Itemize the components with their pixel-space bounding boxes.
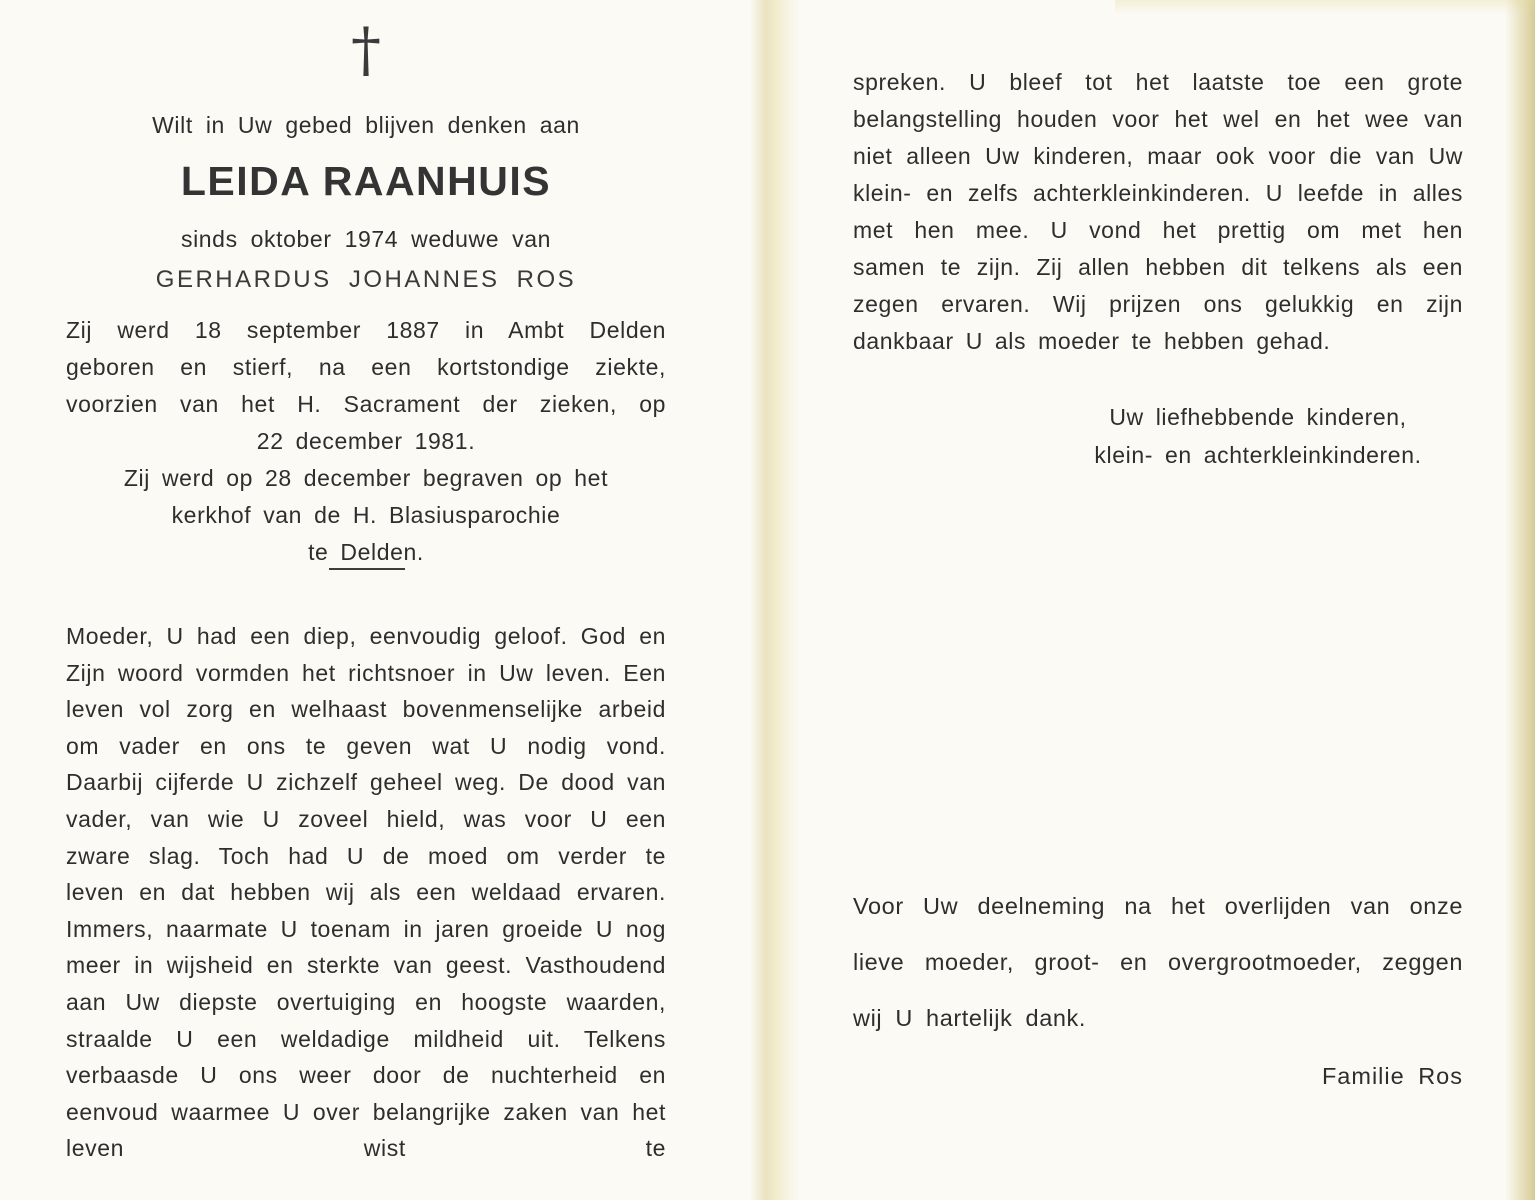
memorial-paragraph: Moeder, U had een diep, eenvoudig geloof. God en Zijn woord vormden het richtsnoer in Uw leven. Een leven vol zorg en welhaast bovenmenselijke arbeid om vader en ons te geven wat U nodig vond. Daarbij cijferde U zichzelf geheel weg. De dood van vader, van wie U zoveel hield, was voor U een zware slag. Toch had U de moed om verder te leven en dat hebben wij als een weldaad ervaren. Immers, naarmate U toenam in jaren groeide U nog meer in wijsheid en sterkte van geest. Vasthoudend aan Uw diepste overtuiging en hoogste waarden, straalde U een weldadige mildheid uit. Telkens verbaasde U ons weer door de nuchterheid en eenvoud waarmee U over belangrijke zaken van het leven wist te — [66, 623, 666, 1162]
right-page — [800, 0, 1535, 1200]
bio-centered-line-1: 22 december 1981. — [256, 428, 476, 454]
right-page-content — [853, 0, 1463, 1200]
signature-line-1: Uw liefhebbende kinderen, — [1109, 404, 1407, 430]
intro-line: Wilt in Uw gebed blijven denken aan — [152, 112, 580, 138]
cross-icon: † — [351, 15, 381, 85]
left-page-content — [66, 0, 666, 1200]
husband-name: GERHARDUS JOHANNES ROS — [155, 266, 577, 293]
bio-justified-text: Zij werd 18 september 1887 in Ambt Delden geboren en stierf, na een kortstondige ziekte, voorzien van het H. Sacrament der zieken, op — [66, 317, 666, 417]
deceased-name: LEIDA RAANHUIS — [180, 158, 552, 204]
children-signature — [1053, 398, 1463, 474]
section-divider — [329, 568, 405, 570]
family-signature: Familie Ros — [1321, 1063, 1463, 1089]
continuation-paragraph: spreken. U bleef tot het laatste toe een grote belangstelling houden voor het wel en het wee van niet alleen Uw kinderen, maar ook voor die van Uw klein- en zelfs achterkleinkinderen. U leefde in alles met hen mee. U vond het prettig om met hen samen te zijn. Zij allen hebben dit telkens als een zegen ervaren. Wij prijzen ons gelukkig en zijn dankbaar U als moeder te hebben gehad. — [853, 69, 1463, 354]
left-page — [0, 0, 760, 1200]
thanks-paragraph: Voor Uw deelneming na het overlijden van onze lieve moeder, groot- en overgrootmoeder, zeggen wij U hartelijk dank. — [853, 893, 1463, 1031]
bio-block — [66, 312, 666, 571]
bio-centered-line-2: Zij werd op 28 december begraven op het — [123, 465, 609, 491]
bio-centered-line-3: kerkhof van de H. Blasiusparochie — [171, 502, 561, 528]
signature-line-2: klein- en achterkleinkinderen. — [1094, 442, 1422, 468]
bio-centered-line-4: te Delden. — [308, 539, 424, 565]
widow-line: sinds oktober 1974 weduwe van — [180, 226, 551, 252]
